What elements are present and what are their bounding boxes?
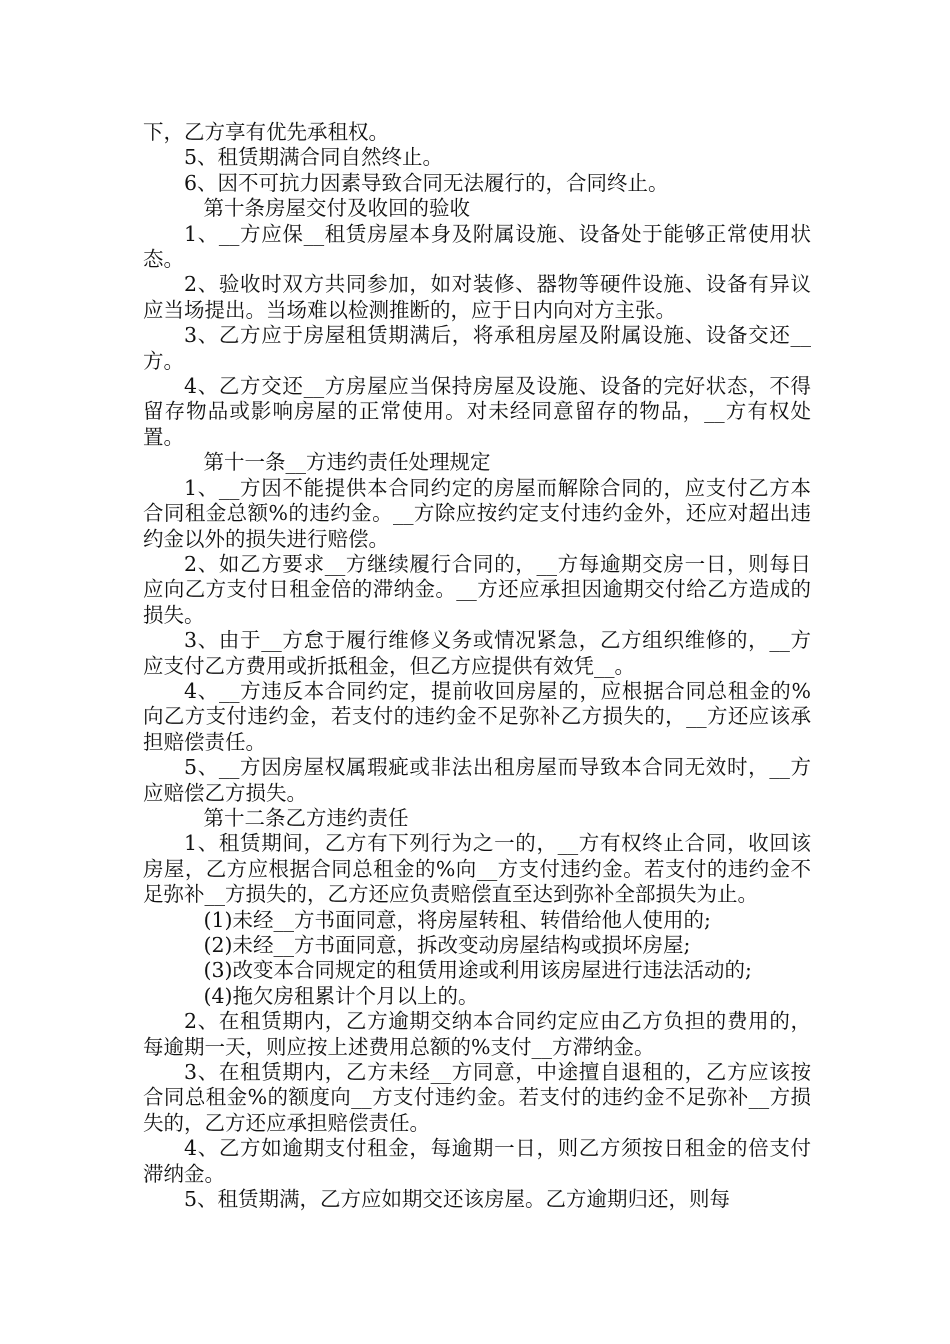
paragraph: 2、验收时双方共同参加，如对装修、器物等硬件设施、设备有异议应当场提出。当场难以检测推断的，应于日内向对方主张。 (143, 272, 811, 322)
paragraph: 5、__方因房屋权属瑕疵或非法出租房屋而导致本合同无效时，__方应赔偿乙方损失。 (143, 755, 811, 805)
list-item: (3)改变本合同规定的租赁用途或利用该房屋进行违法活动的; (203, 958, 752, 983)
paragraph: 6、因不可抗力因素导致合同无法履行的，合同终止。 (184, 170, 669, 195)
paragraph: 5、租赁期满合同自然终止。 (184, 145, 444, 170)
section-heading: 第十一条__方违约责任处理规定 (203, 450, 491, 475)
paragraph: 4、乙方交还__方房屋应当保持房屋及设施、设备的完好状态，不得留存物品或影响房屋的正常使用。对未经同意留存的物品，__方有权处置。 (143, 374, 811, 449)
section-heading: 第十条房屋交付及收回的验收 (203, 196, 470, 221)
contract-page (143, 120, 811, 1212)
paragraph: 1、租赁期间，乙方有下列行为之一的，__方有权终止合同，收回该房屋，乙方应根据合同总租金的%向__方支付违约金。若支付的违约金不足弥补__方损失的，乙方还应负责赔偿直至达到弥补全部损失为止。 (143, 831, 811, 907)
paragraph: 4、乙方如逾期支付租金，每逾期一日，则乙方须按日租金的倍支付滞纳金。 (143, 1136, 811, 1186)
list-item: (2)未经__方书面同意，拆改变动房屋结构或损坏房屋; (203, 933, 691, 957)
paragraph: 1、__方应保__租赁房屋本身及附属设施、设备处于能够正常使用状态。 (143, 221, 811, 272)
paragraph: 2、如乙方要求__方继续履行合同的，__方每逾期交房一日，则每日应向乙方支付日租金倍的滞纳金。__方还应承担因逾期交付给乙方造成的损失。 (143, 551, 811, 627)
paragraph: 2、在租赁期内，乙方逾期交纳本合同约定应由乙方负担的费用的，每逾期一天，则应按上述费用总额的%支付__方滞纳金。 (143, 1009, 811, 1059)
paragraph: 3、在租赁期内，乙方未经__方同意，中途擅自退租的，乙方应该按合同总租金%的额度向__方支付违约金。若支付的违约金不足弥补__方损失的，乙方还应承担赔偿责任。 (143, 1060, 811, 1135)
paragraph: 3、由于__方怠于履行维修义务或情况紧急，乙方组织维修的，__方应支付乙方费用或折抵租金，但乙方应提供有效凭__。 (143, 628, 811, 678)
list-item: (4)拖欠房租累计个月以上的。 (203, 983, 479, 1008)
paragraph: 1、__方因不能提供本合同约定的房屋而解除合同的，应支付乙方本合同租金总额%的违约金。__方除应按约定支付违约金外，还应对超出违约金以外的损失进行赔偿。 (143, 475, 811, 551)
paragraph: 4、__方违反本合同约定，提前收回房屋的，应根据合同总租金的%向乙方支付违约金，若支付的违约金不足弥补乙方损失的，__方还应该承担赔偿责任。 (143, 678, 811, 754)
section-heading: 第十二条乙方违约责任 (203, 805, 409, 830)
paragraph: 下，乙方享有优先承租权。 (143, 120, 389, 144)
paragraph: 5、租赁期满，乙方应如期交还该房屋。乙方逾期归还，则每 (184, 1187, 731, 1212)
list-item: (1)未经__方书面同意，将房屋转租、转借给他人使用的; (203, 907, 711, 932)
paragraph: 3、乙方应于房屋租赁期满后，将承租房屋及附属设施、设备交还__方。 (143, 323, 811, 373)
